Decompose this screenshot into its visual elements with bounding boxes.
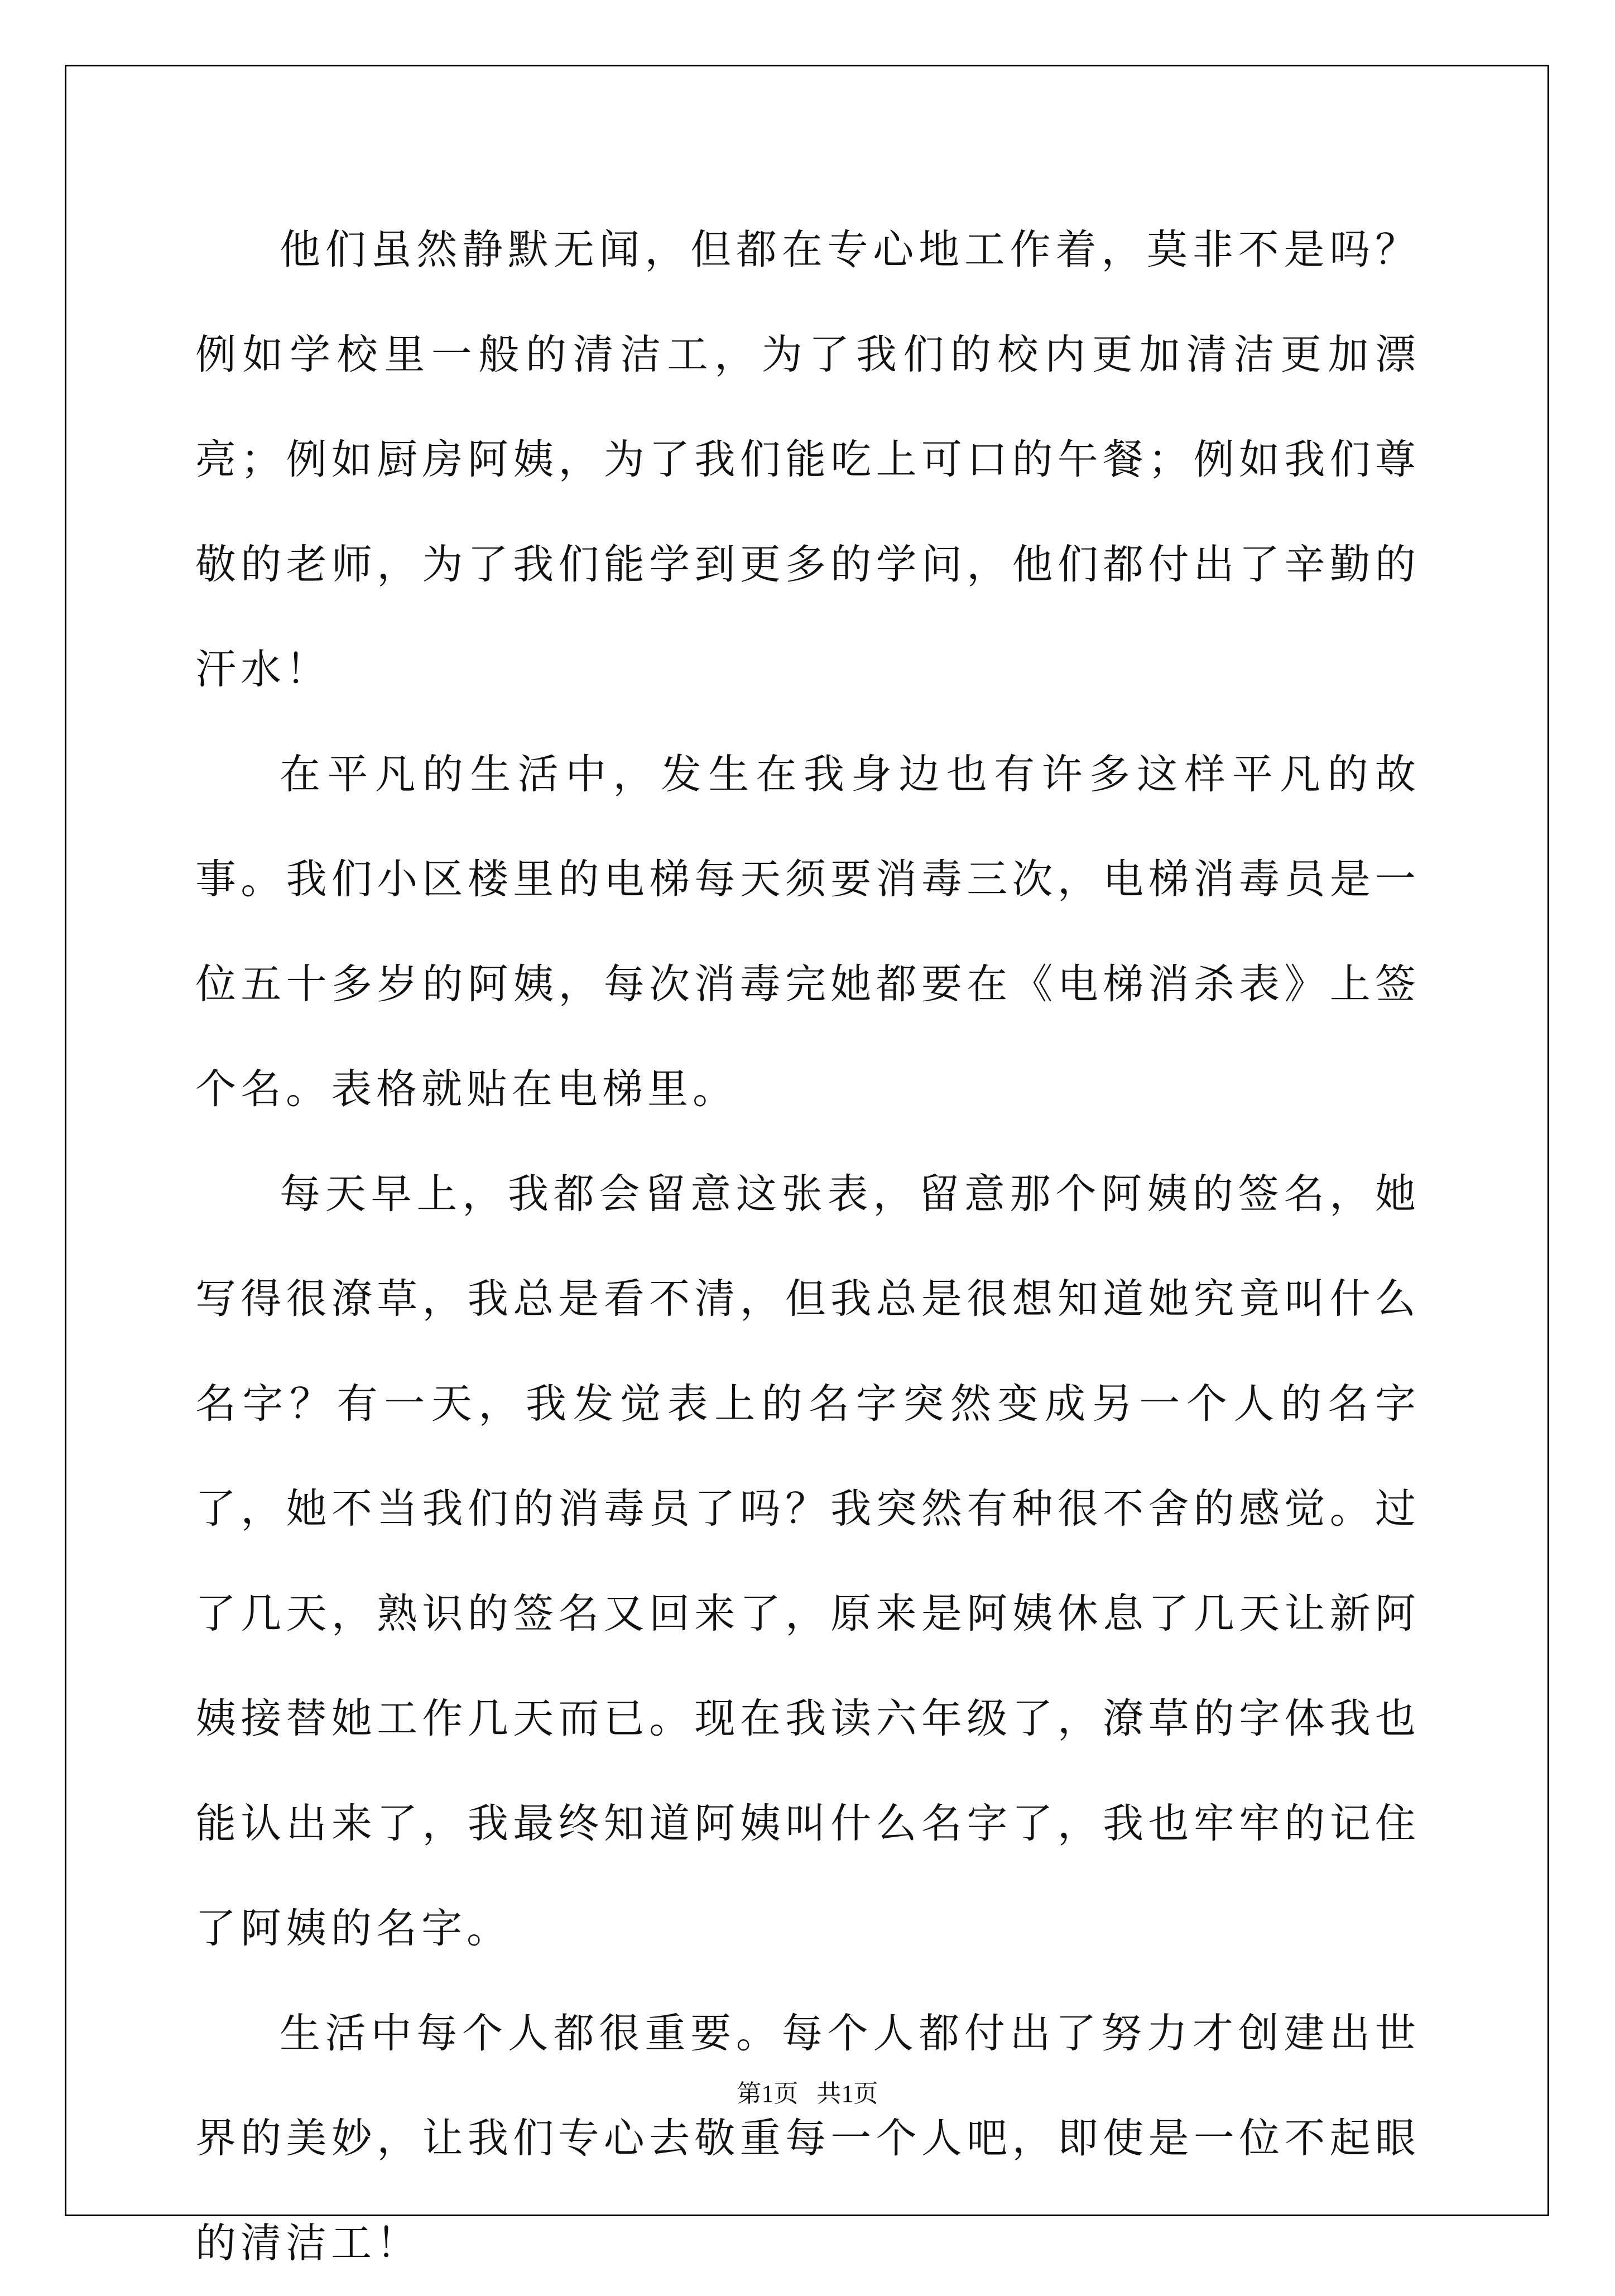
paragraph-1: 他们虽然静默无闻，但都在专心地工作着，莫非不是吗？例如学校里一般的清洁工，为了我们的校内更加清洁更加漂亮；例如厨房阿姨，为了我们能吃上可口的午餐；例如我们尊敬的老师，为了我们能学到更多的学问，他们都付出了辛勤的汗水！ — [195, 226, 1420, 693]
page-number-footer: 第1页 共1页 — [737, 2080, 878, 2107]
paragraph-2: 在平凡的生活中，发生在我身边也有许多这样平凡的故事。我们小区楼里的电梯每天须要消毒三次，电梯消毒员是一位五十多岁的阿姨，每次消毒完她都要在《电梯消杀表》上签个名。表格就贴在电梯里。 — [195, 751, 1420, 1113]
paragraph-3: 每天早上，我都会留意这张表，留意那个阿姨的签名，她写得很潦草，我总是看不清，但我总是很想知道她究竟叫什么名字？有一天，我发觉表上的名字突然变成另一个人的名字了，她不当我们的消毒员了吗？我突然有种很不舍的感觉。过了几天，熟识的签名又回来了，原来是阿姨休息了几天让新阿姨接替她工作几天而已。现在我读六年级了，潦草的字体我也能认出来了，我最终知道阿姨叫什么名字了，我也牢牢的记住了阿姨的名字。 — [195, 1170, 1420, 1952]
document-body — [195, 198, 1420, 2296]
paragraph-4: 生活中每个人都很重要。每个人都付出了努力才创建出世界的美妙，让我们专心去敬重每一个人吧，即使是一位不起眼的清洁工！ — [195, 2010, 1420, 2267]
